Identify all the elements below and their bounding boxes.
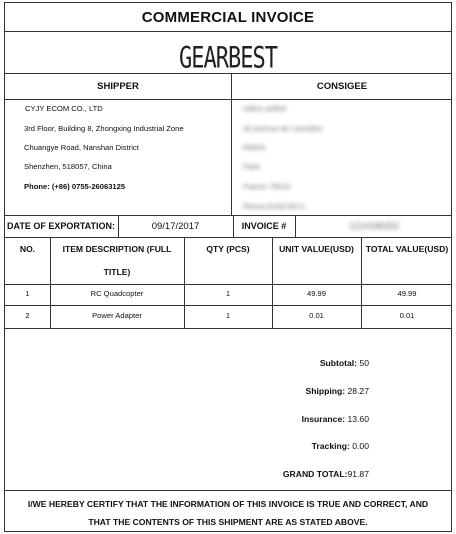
consignee-name: céline auffret — [243, 104, 287, 113]
tracking-line — [312, 441, 369, 451]
grand-total-line — [283, 469, 369, 479]
row-unit-value: 0.01 — [309, 311, 324, 320]
divider — [5, 99, 451, 100]
shipper-city: Shenzhen, 518057, China — [24, 162, 112, 171]
shipper-company: CYJY ECOM CO., LTD — [25, 104, 103, 113]
consignee-phone: Phone:616670671 — [243, 202, 306, 211]
row-unit-value: 49.99 — [306, 289, 326, 298]
shipper-address-line: Chuangye Road, Nanshan District — [24, 143, 139, 152]
divider — [5, 328, 451, 329]
row-total-value: 0.01 — [399, 311, 415, 320]
subtotal-label: Subtotal: — [319, 358, 358, 368]
divider — [5, 284, 451, 285]
column-header-qty: QTY (PCS) — [206, 244, 250, 254]
divider — [5, 73, 451, 74]
date-of-exportation-label: DATE OF EXPORTATION: — [7, 221, 115, 231]
consignee-country: France 75019 — [243, 182, 290, 191]
column-header-description-cont: TITLE) — [103, 267, 131, 277]
invoice-number-label: INVOICE # — [241, 221, 287, 231]
consignee-address-line: 30 avenue de Laumière — [243, 124, 323, 133]
row-total-value: 49.99 — [397, 289, 417, 298]
insurance-value: 13.60 — [347, 414, 369, 424]
tracking-value: 0.00 — [352, 441, 369, 451]
row-quantity: 1 — [225, 289, 231, 298]
gearbest-logo: GEARBEST — [179, 42, 277, 76]
row-description: Power Adapter — [92, 311, 142, 320]
shipping-label: Shipping: — [305, 386, 346, 396]
shipper-address-line: 3rd Floor, Building 8, Zhongxing Industrial Zone — [24, 124, 184, 133]
shipping-value: 28.27 — [347, 386, 369, 396]
insurance-label: Insurance: — [301, 414, 346, 424]
certification-line-2: THAT THE CONTENTS OF THIS SHIPMENT ARE AS STATED ABOVE. — [88, 517, 368, 527]
grand-total-value: 91.87 — [347, 469, 369, 479]
divider — [5, 490, 451, 491]
consignee-city: PARIS — [243, 143, 266, 152]
column-header-no: NO. — [19, 244, 36, 254]
insurance-line — [302, 414, 369, 424]
divider — [5, 237, 451, 238]
row-number: 2 — [25, 311, 30, 320]
divider — [5, 215, 451, 216]
column-header-description: ITEM DESCRIPTION (FULL — [62, 244, 172, 254]
consignee-header: CONSIGEE — [316, 81, 368, 92]
row-quantity: 1 — [225, 311, 231, 320]
grand-total-label: GRAND TOTAL: — [282, 469, 348, 479]
divider — [5, 31, 451, 32]
certification-line-1: I/WE HEREBY CERTIFY THAT THE INFORMATION OF THIS INVOICE IS TRUE AND CORRECT, AND — [27, 499, 429, 509]
shipper-header: SHIPPER — [97, 81, 139, 92]
date-of-exportation-value: 09/17/2017 — [151, 221, 200, 232]
subtotal-value: 50 — [359, 358, 369, 368]
row-number: 1 — [25, 289, 30, 298]
column-header-total-value: TOTAL VALUE(USD) — [365, 244, 449, 254]
row-description: RC Quadcopter — [90, 289, 144, 298]
consignee-region: Paris — [243, 162, 261, 171]
invoice-title: COMMERCIAL INVOICE — [141, 9, 315, 26]
subtotal-line — [320, 358, 369, 368]
divider — [231, 73, 232, 215]
divider — [5, 305, 451, 306]
column-header-unit-value: UNIT VALUE(USD) — [279, 244, 354, 254]
tracking-label: Tracking: — [311, 441, 350, 451]
shipping-line — [305, 386, 369, 396]
invoice-document — [4, 2, 452, 532]
invoice-number-value: 1214186252 — [348, 221, 400, 231]
shipper-phone: Phone: (+86) 0755-26063125 — [24, 182, 126, 191]
